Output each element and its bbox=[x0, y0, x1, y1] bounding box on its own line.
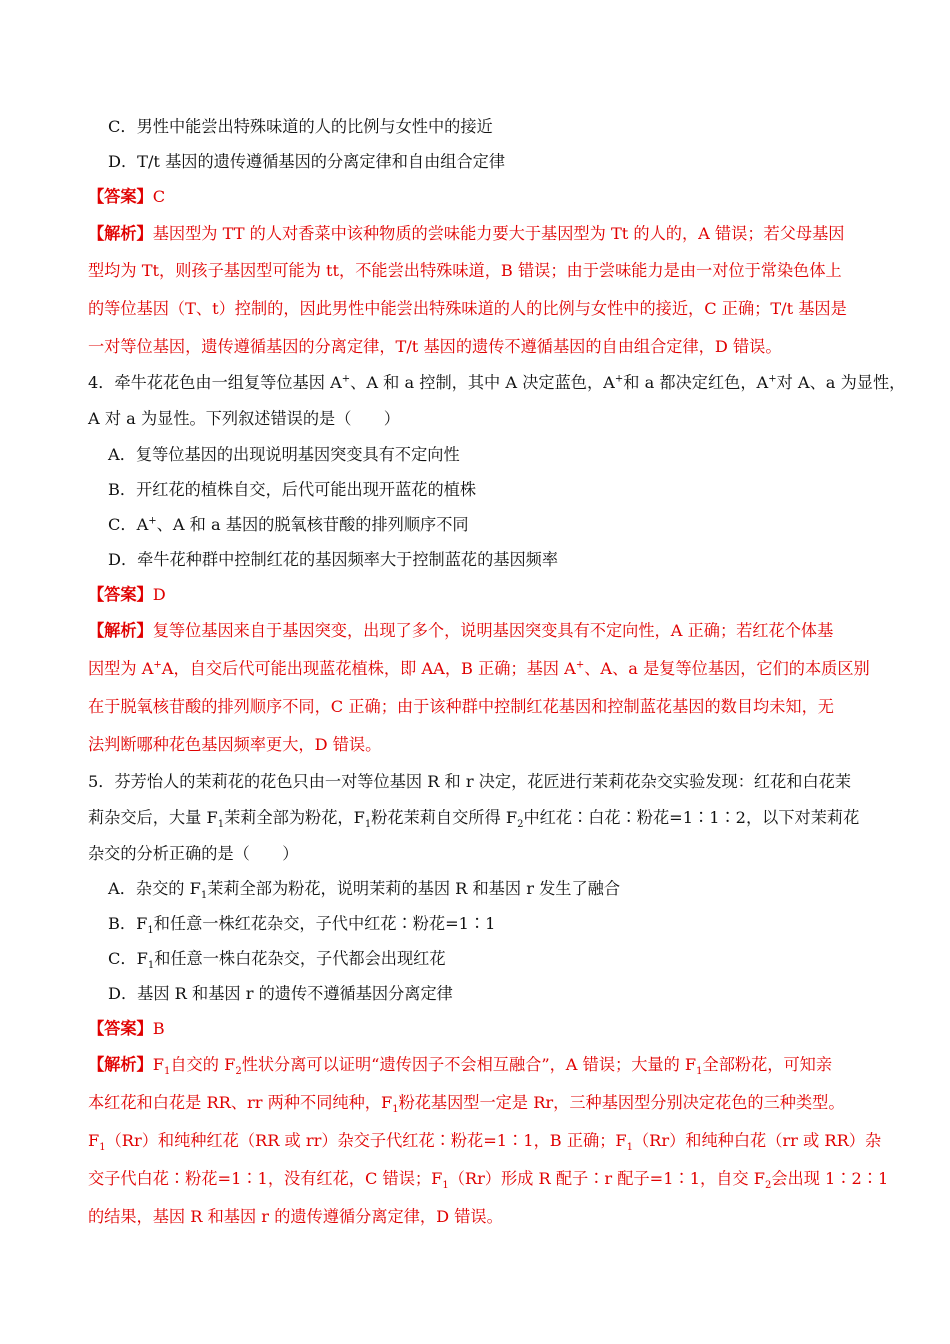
option-text: B．F bbox=[108, 914, 148, 933]
analysis-text: 、A、a 是复等位基因，它们的本质区别 bbox=[584, 659, 870, 678]
subscript: 1 bbox=[200, 890, 208, 902]
answer-tag: 【答案】 bbox=[88, 585, 153, 604]
analysis-text: （Rr）形成 R 配子∶r 配子=1∶1，自交 F bbox=[448, 1169, 765, 1188]
subscript: 1 bbox=[217, 819, 225, 831]
subscript: 2 bbox=[235, 1066, 242, 1078]
analysis-text: （Rr）和纯种红花（RR 或 rr）杂交子代红花∶粉花=1∶1，B 正确；F bbox=[105, 1131, 627, 1150]
answer-value: D bbox=[152, 585, 166, 604]
q3-analysis-line-1 bbox=[88, 215, 878, 253]
q5-analysis-line-4 bbox=[88, 1160, 889, 1198]
q5-option-c bbox=[108, 940, 898, 978]
q4-analysis-line-2 bbox=[88, 650, 878, 688]
q4-stem-line-2: A 对 a 为显性。下列叙述错误的是（ ） bbox=[88, 409, 400, 428]
analysis-text: F bbox=[152, 1055, 164, 1074]
analysis-text: 全部粉花，可知亲 bbox=[702, 1055, 833, 1074]
q3-analysis-line-2: 型均为 Tt，则孩子基因型可能为 tt，不能尝出特殊味道，B 错误；由于尝味能力是由一对位于常染色体上 bbox=[88, 261, 842, 280]
analysis-text: 自交的 F bbox=[170, 1055, 236, 1074]
subscript: 1 bbox=[163, 1066, 171, 1078]
q3-analysis-line-3: 的等位基因（T、t）控制的，因此男性中能尝出特殊味道的人的比例与女性中的接近，C 正确；T/t 基因是 bbox=[88, 299, 847, 318]
subscript: 1 bbox=[392, 1104, 399, 1116]
superscript: + bbox=[768, 373, 777, 385]
subscript: 2 bbox=[764, 1180, 772, 1192]
q3-option-c: C．男性中能尝出特殊味道的人的比例与女性中的接近 bbox=[108, 117, 493, 136]
q4-option-d: D．牵牛花种群中控制红花的基因频率大于控制蓝花的基因频率 bbox=[108, 550, 559, 569]
analysis-text: A，自交后代可能出现蓝花植株，即 AA，B 正确；基因 A bbox=[161, 659, 576, 678]
subscript: 1 bbox=[99, 1142, 106, 1154]
subscript: 2 bbox=[517, 819, 524, 831]
q4-stem-line-1 bbox=[88, 364, 906, 402]
q5-answer bbox=[88, 1010, 878, 1048]
q5-analysis-line-5: 的结果，基因 R 和基因 r 的遗传遵循分离定律，D 错误。 bbox=[88, 1207, 503, 1226]
stem-text: 莉杂交后，大量 F bbox=[88, 808, 218, 827]
stem-text: 、A 和 a 控制，其中 A 决定蓝色，A bbox=[350, 373, 615, 392]
analysis-text: 交子代白花∶粉花=1∶1，没有红花，C 错误；F bbox=[88, 1169, 443, 1188]
stem-text: 茉莉全部为粉花，F bbox=[224, 808, 365, 827]
answer-value: C bbox=[152, 187, 166, 206]
analysis-text: 因型为 A bbox=[88, 659, 154, 678]
q5-analysis-line-3 bbox=[88, 1122, 882, 1160]
superscript: + bbox=[614, 373, 624, 385]
option-text: 、A 和 a 基因的脱氧核苷酸的排列顺序不同 bbox=[156, 515, 469, 534]
q5-option-b bbox=[108, 905, 898, 943]
superscript: + bbox=[575, 659, 585, 671]
analysis-text: 复等位基因来自于基因突变，出现了多个，说明基因突变具有不定向性，A 正确；若红花个体基 bbox=[152, 621, 834, 640]
subscript: 1 bbox=[364, 819, 372, 831]
subscript: 1 bbox=[147, 925, 154, 937]
q4-option-a: A．复等位基因的出现说明基因突变具有不定向性 bbox=[108, 445, 460, 464]
option-text: C．F bbox=[108, 949, 148, 968]
q4-option-b: B．开红花的植株自交，后代可能出现开蓝花的植株 bbox=[108, 480, 477, 499]
q3-analysis-line-4: 一对等位基因，遗传遵循基因的分离定律，T/t 基因的遗传不遵循基因的自由组合定律，D 错误。 bbox=[88, 337, 782, 356]
option-text: C．A bbox=[108, 515, 149, 534]
analysis-text: 基因型为 TT 的人对香菜中该种物质的尝味能力要大于基因型为 Tt 的人的，A 错误；若父母基因 bbox=[152, 224, 845, 243]
q5-option-d: D．基因 R 和基因 r 的遗传不遵循基因分离定律 bbox=[108, 984, 453, 1003]
option-text: A．杂交的 F bbox=[108, 879, 201, 898]
analysis-text: F bbox=[88, 1131, 100, 1150]
analysis-text: 性状分离可以证明“遗传因子不会相互融合”，A 错误；大量的 F bbox=[241, 1055, 697, 1074]
superscript: + bbox=[341, 373, 351, 385]
answer-value: B bbox=[152, 1019, 165, 1038]
subscript: 1 bbox=[696, 1066, 703, 1078]
stem-text: 粉花茉莉自交所得 F bbox=[371, 808, 518, 827]
q5-stem-line-2 bbox=[88, 799, 878, 837]
analysis-text: 本红花和白花是 RR、rr 两种不同纯种，F bbox=[88, 1093, 393, 1112]
subscript: 1 bbox=[442, 1180, 449, 1192]
answer-tag: 【答案】 bbox=[88, 187, 153, 206]
subscript: 1 bbox=[626, 1142, 633, 1154]
analysis-text: 会出现 1∶2∶1 bbox=[771, 1169, 889, 1188]
superscript: + bbox=[153, 659, 162, 671]
answer-tag: 【答案】 bbox=[88, 1019, 153, 1038]
q5-option-a bbox=[108, 870, 898, 908]
analysis-text: （Rr）和纯种白花（rr 或 RR）杂 bbox=[633, 1131, 882, 1150]
q4-analysis-line-4: 法判断哪种花色基因频率更大，D 错误。 bbox=[88, 735, 382, 754]
q5-stem-line-3: 杂交的分析正确的是（ ） bbox=[88, 844, 299, 863]
subscript: 1 bbox=[147, 960, 155, 972]
q3-answer bbox=[88, 178, 878, 216]
q4-analysis-line-3: 在于脱氧核苷酸的排列顺序不同，C 正确；由于该种群中控制红花基因和控制蓝花基因的数目均未知，无 bbox=[88, 697, 834, 716]
stem-text: 中红花∶白花∶粉花=1∶1∶2，以下对茉莉花 bbox=[523, 808, 860, 827]
option-text: 茉莉全部为粉花，说明茉莉的基因 R 和基因 r 发生了融合 bbox=[207, 879, 621, 898]
superscript: + bbox=[148, 515, 157, 527]
analysis-tag: 【解析】 bbox=[88, 621, 153, 640]
stem-text: 对 A、a 为显性， bbox=[776, 373, 906, 392]
analysis-text: 粉花基因型一定是 Rr，三种基因型分别决定花色的三种类型。 bbox=[398, 1093, 845, 1112]
stem-text: 4．牵牛花花色由一组复等位基因 A bbox=[88, 373, 342, 392]
q4-option-c bbox=[108, 506, 898, 544]
analysis-tag: 【解析】 bbox=[88, 1055, 153, 1074]
q5-analysis-line-2 bbox=[88, 1084, 878, 1122]
q5-stem-line-1: 5．芬芳怡人的茉莉花的花色只由一对等位基因 R 和 r 决定，花匠进行茉莉花杂交实验发现：红花和白花茉 bbox=[88, 772, 852, 791]
analysis-tag: 【解析】 bbox=[88, 224, 153, 243]
q3-option-d: D．T/t 基因的遗传遵循基因的分离定律和自由组合定律 bbox=[108, 152, 506, 171]
stem-text: 和 a 都决定红色，A bbox=[623, 373, 769, 392]
q4-analysis-line-1 bbox=[88, 612, 878, 650]
q5-analysis-line-1 bbox=[88, 1046, 878, 1084]
q4-answer bbox=[88, 576, 878, 614]
option-text: 和任意一株白花杂交，子代都会出现红花 bbox=[154, 949, 446, 968]
option-text: 和任意一株红花杂交，子代中红花∶粉花=1∶1 bbox=[153, 914, 496, 933]
